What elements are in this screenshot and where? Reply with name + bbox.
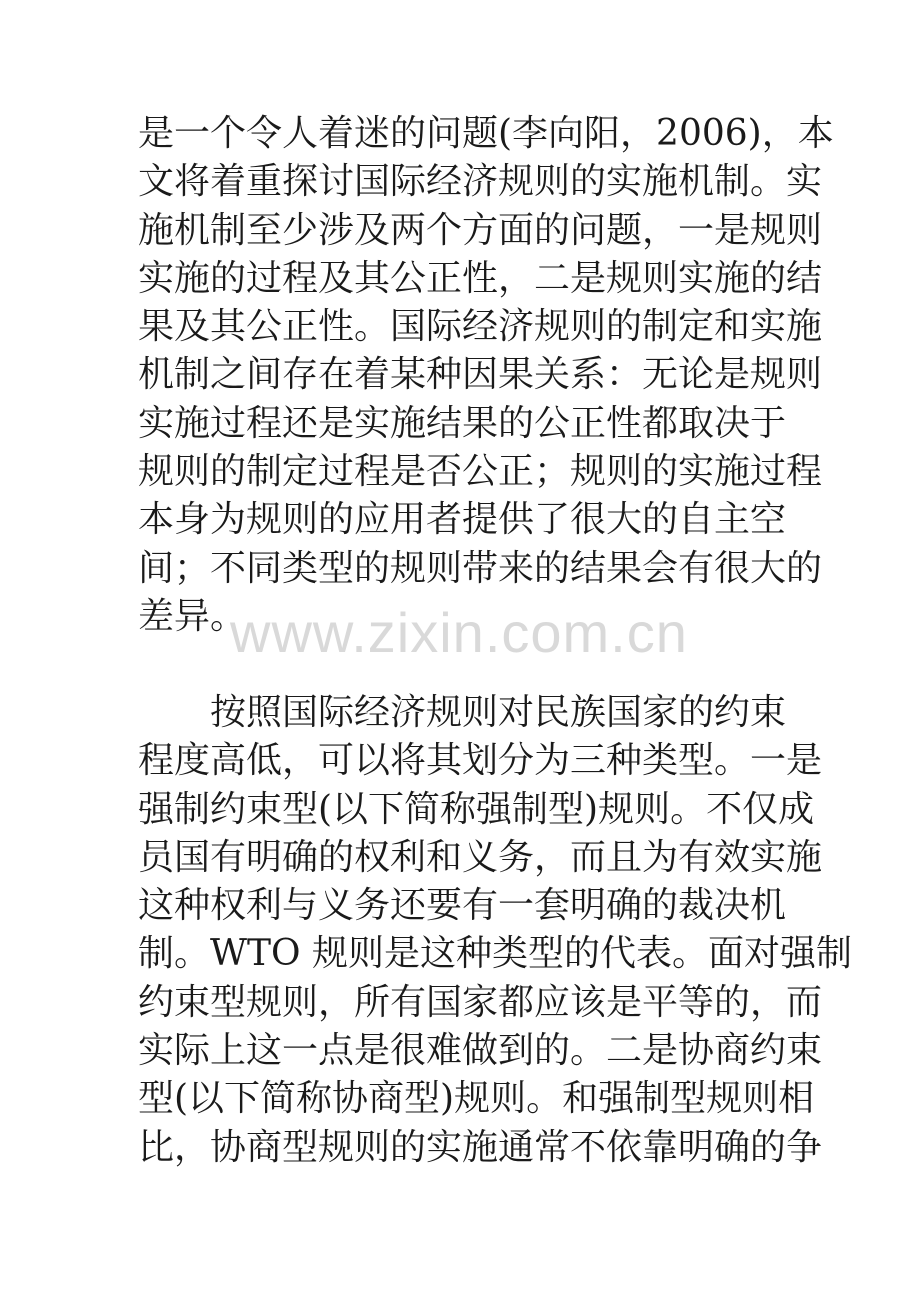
text-line: 程度高低，可以将其划分为三种类型。一是 (138, 740, 823, 782)
watermark: www.zixin.com.cn (230, 601, 688, 664)
text-line: 约束型规则，所有国家都应该是平等的，而 (138, 981, 823, 1023)
text-line: 型(以下简称协商型)规则。和强制型规则相 (138, 1078, 815, 1120)
text-line: 实施过程还是实施结果的公正性都取决于 (138, 402, 787, 444)
text-line: 机制之间存在着某种因果关系：无论是规则 (138, 354, 823, 396)
paragraph-2 (138, 689, 852, 1172)
text-line: 文将着重探讨国际经济规则的实施机制。实 (138, 161, 823, 203)
text-line: 这种权利与义务还要有一套明确的裁决机 (138, 885, 787, 927)
text-line: 比，协商型规则的实施通常不依靠明确的争 (138, 1126, 823, 1168)
text-line: 实施的过程及其公正性，二是规则实施的结 (138, 257, 823, 299)
text-line: 强制约束型(以下简称强制型)规则。不仅成 (138, 788, 815, 830)
text-line: 按照国际经济规则对民族国家的约束 (210, 692, 787, 733)
text-line: 果及其公正性。国际经济规则的制定和实施 (138, 306, 823, 348)
text-line: 施机制至少涉及两个方面的问题，一是规则 (138, 209, 823, 251)
text-line: 间；不同类型的规则带来的结果会有很大的 (138, 547, 823, 589)
text-line: 规则的制定过程是否公正；规则的实施过程 (138, 451, 823, 493)
text-line: 实际上这一点是很难做到的。二是协商约束 (138, 1030, 823, 1072)
text-line: 差异。 (138, 595, 247, 637)
text-line: 制。WTO 规则是这种类型的代表。面对强制 (138, 933, 852, 975)
text-line: 本身为规则的应用者提供了很大的自主空 (138, 499, 787, 541)
text-line: 员国有明确的权利和义务，而且为有效实施 (138, 836, 823, 878)
paragraph-1 (138, 110, 834, 641)
text-line: 是一个令人着迷的问题(李向阳，2006)，本 (138, 113, 834, 154)
